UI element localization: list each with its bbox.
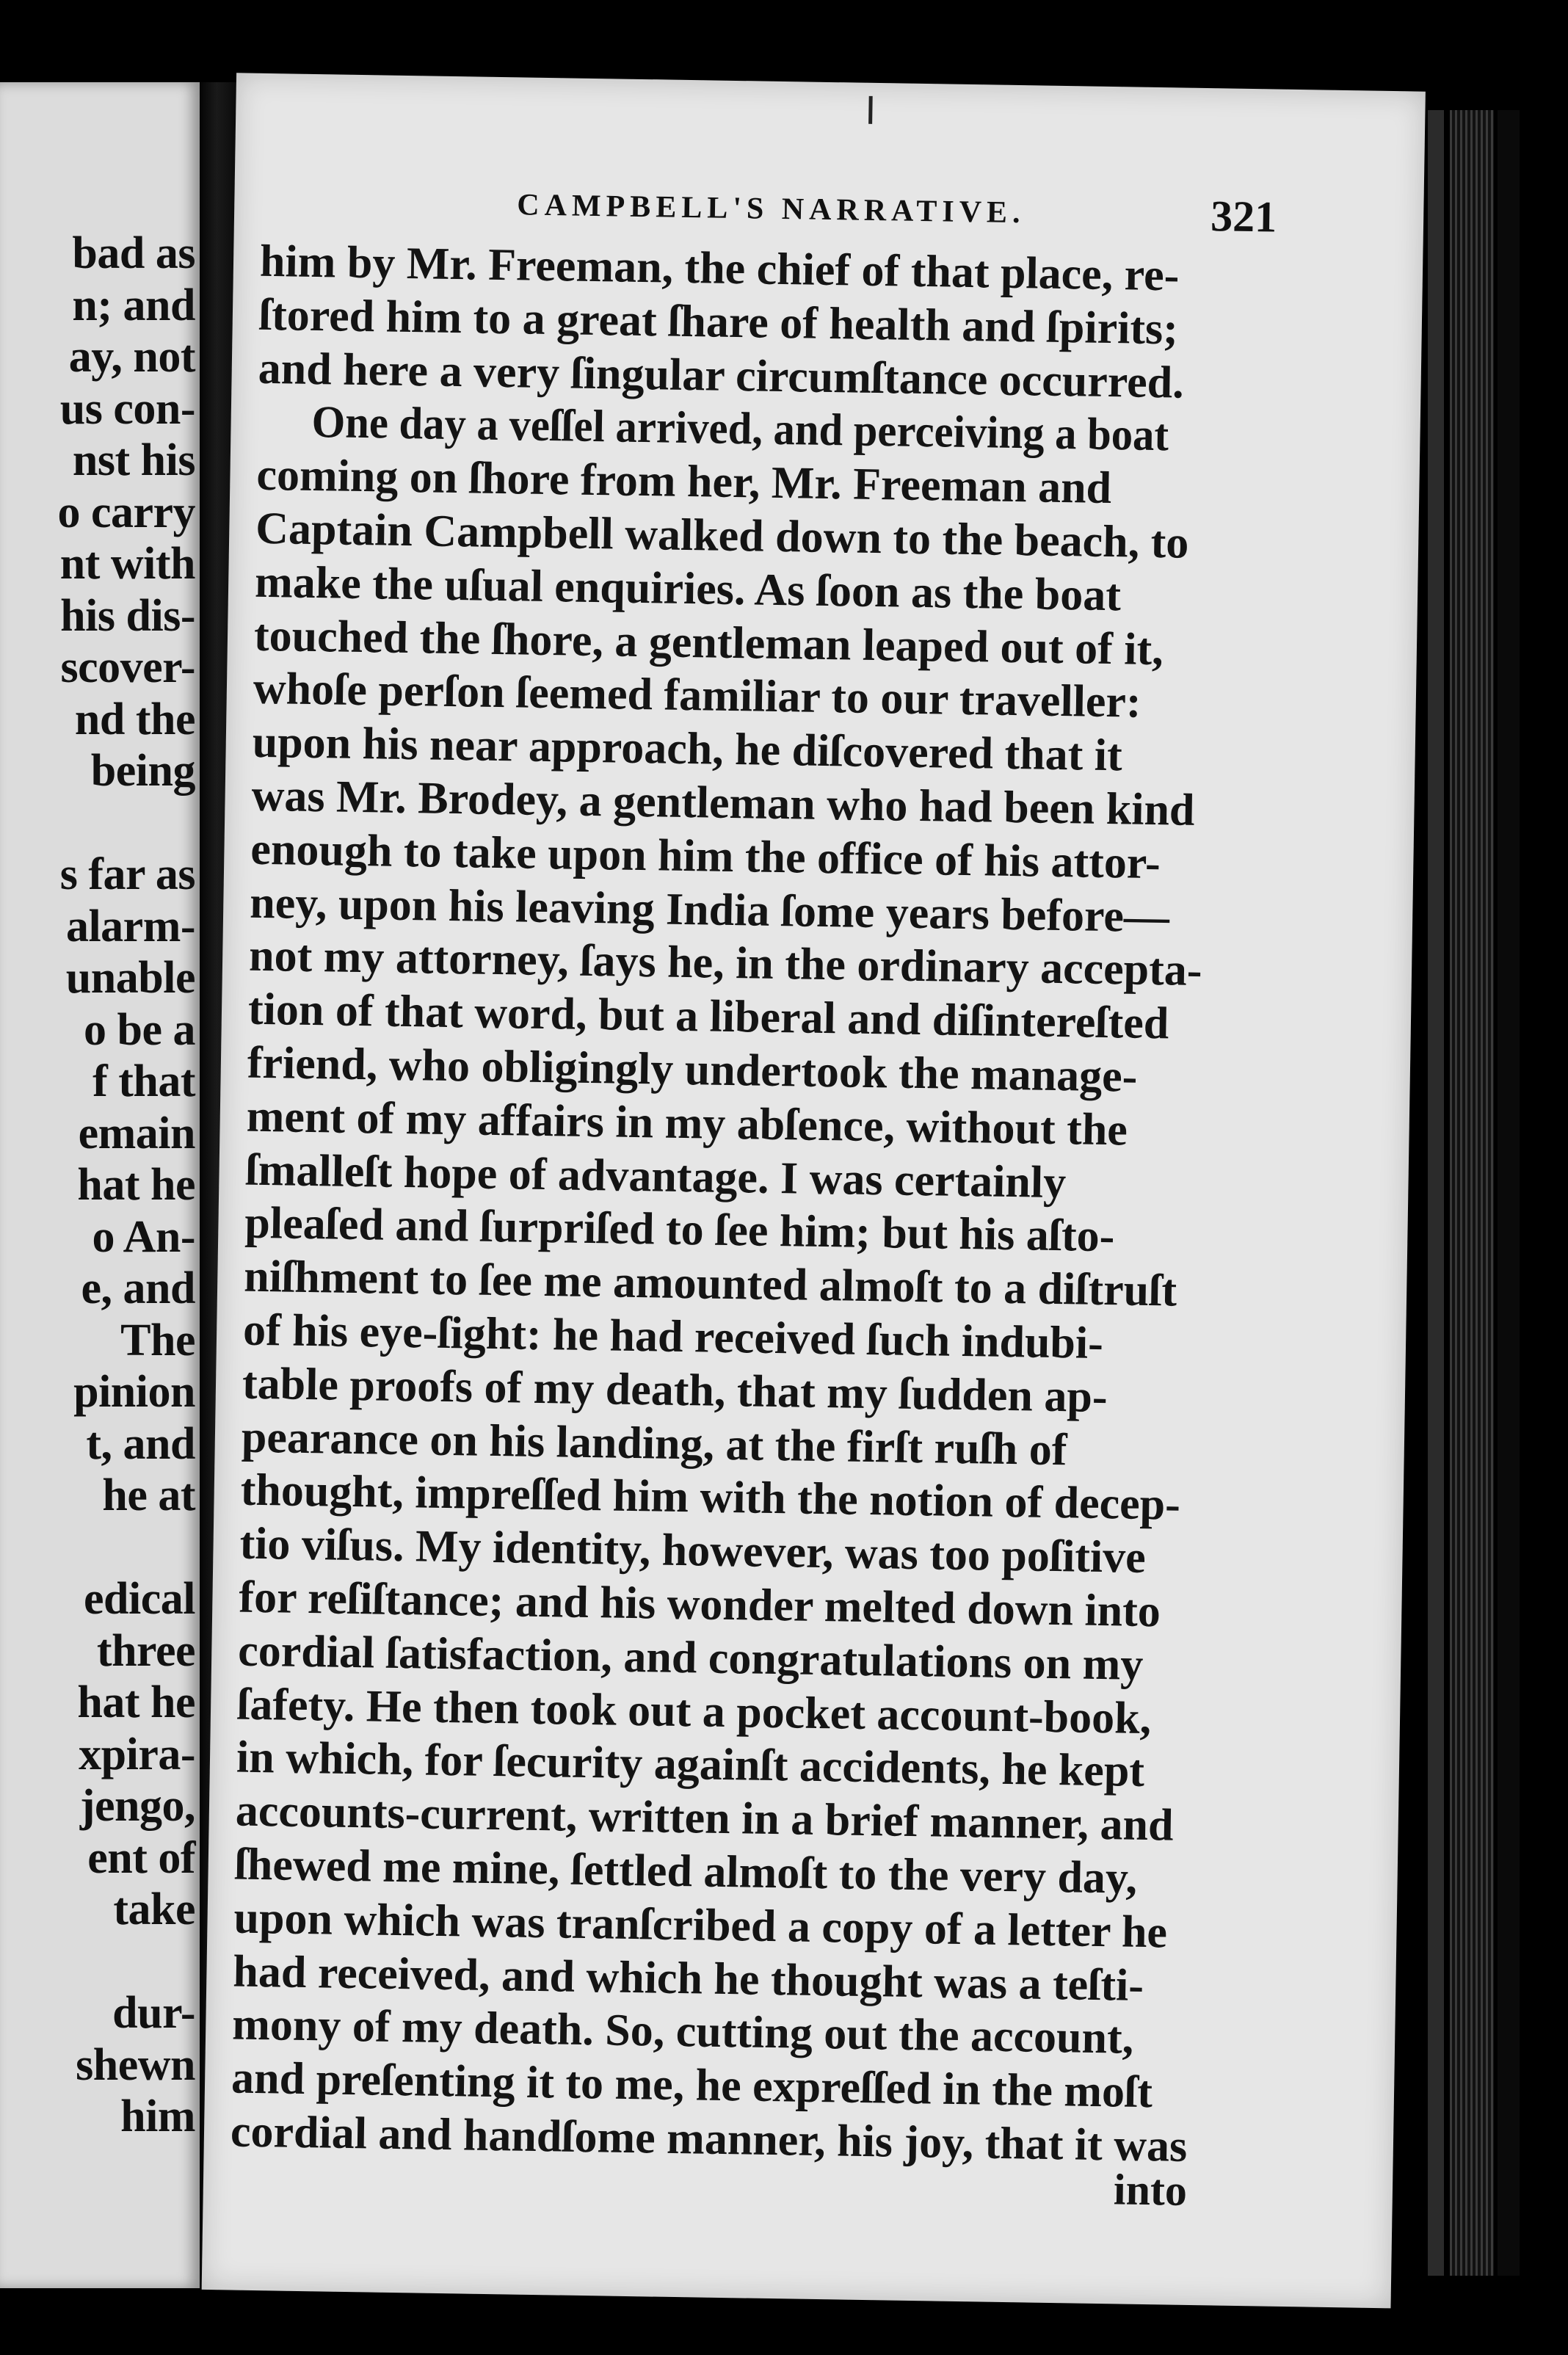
text-line: was Mr. Brodey, a gentleman who had been kind <box>251 770 1196 835</box>
text-line: ney, upon his leaving India ſome years before— <box>249 877 1170 942</box>
text-line: ſtored him to a great ſhare of health and ſpirits; <box>258 289 1179 355</box>
text-line: upon which was tranſcribed a copy of a letter he <box>233 1893 1168 1958</box>
left-page-line: alarm- <box>65 901 195 951</box>
text-line: mony of my death. So, cutting out the account, <box>231 1999 1134 2064</box>
text-line: enough to take upon him the office of his attor- <box>250 824 1161 888</box>
left-page-line: bad as <box>72 228 195 278</box>
text-line: ſhewed me mine, ſettled almoſt to the very day, <box>234 1839 1138 1904</box>
text-line: coming on ſhore from her, Mr. Freeman and <box>255 449 1112 514</box>
text-line: thought, impreſſed him with the notion of decep- <box>240 1465 1181 1531</box>
text-line: cordial and handſome manner, his joy, that it was <box>230 2106 1188 2171</box>
left-page-line: nd the <box>74 694 195 744</box>
book-cover-edge <box>1498 110 1520 2276</box>
left-page-line: emain <box>78 1108 195 1158</box>
text-line: ſmalleſt hope of advantage. I was certainly <box>245 1144 1067 1208</box>
left-page-line: jengo, <box>79 1781 195 1831</box>
left-page-line: nst his <box>72 435 195 485</box>
text-line: not my attorney, ſays he, in the ordinary accepta- <box>248 931 1203 996</box>
text-line: friend, who obligingly undertook the manage- <box>247 1037 1138 1102</box>
text-line: tion of that word, but a liberal and diſintereſted <box>247 984 1169 1049</box>
left-page-line: ent of <box>87 1832 195 1883</box>
left-page-line: o carry <box>57 487 195 537</box>
left-page-line: e, and <box>81 1263 195 1313</box>
left-page-line: f that <box>92 1056 195 1106</box>
text-line: and here a very ſingular circumſtance occurred. <box>258 343 1185 408</box>
left-page-line: xpira- <box>79 1729 195 1779</box>
left-page-line: take <box>113 1884 195 1934</box>
left-page-line: o be a <box>84 1004 195 1055</box>
page-mark <box>868 96 873 124</box>
running-header: CAMPBELL'S NARRATIVE. <box>516 188 1026 231</box>
left-page-line: hat he <box>77 1160 195 1210</box>
left-page-line: s far as <box>59 849 195 899</box>
left-page-line: o An- <box>92 1211 195 1262</box>
text-line: in which, for ſecurity againſt accidents, he kept <box>236 1732 1145 1797</box>
left-page-line: he at <box>102 1470 195 1520</box>
left-page-line: ay, not <box>68 332 195 382</box>
text-line: pleaſed and ſurpriſed to ſee him; but his aſto- <box>244 1198 1115 1262</box>
left-page-line: him <box>120 2091 195 2141</box>
left-page-line: The <box>120 1315 195 1365</box>
left-page-line: n; and <box>72 280 195 330</box>
page-number: 321 <box>1210 192 1277 242</box>
left-page-line: dur- <box>112 1988 195 2038</box>
text-line: accounts-current, written in a brief manner, and <box>235 1785 1175 1851</box>
left-page-line: hat he <box>77 1677 195 1727</box>
left-page-line: edical <box>84 1574 195 1624</box>
text-line: tio viſus. My identity, however, was too poſitive <box>239 1518 1147 1583</box>
text-line: and preſenting it to me, he expreſſed in the moſt <box>231 2053 1153 2118</box>
text-line: One day a veſſel arrived, and perceiving a boat <box>311 397 1169 461</box>
catchword: into <box>1113 2165 1188 2215</box>
text-line: him by Mr. Freeman, the chief of that place, re- <box>259 236 1180 301</box>
text-line: had received, and which he thought was a teſti- <box>232 1946 1144 2011</box>
text-line: cordial ſatisfaction, and congratulations on my <box>237 1625 1144 1690</box>
left-page-line: shewn <box>76 2039 195 2090</box>
text-line: niſhment to ſee me amounted almoſt to a diſtruſt <box>243 1251 1177 1316</box>
left-page-line: pinion <box>73 1367 195 1417</box>
text-line: ſafety. He then took out a pocket account-book, <box>236 1679 1152 1743</box>
left-page-line: scover- <box>60 642 195 692</box>
text-line: upon his near approach, he diſcovered that it <box>252 716 1123 781</box>
left-page-line: being <box>90 746 195 796</box>
text-line: table proofs of my death, that my ſudden ap- <box>242 1358 1108 1422</box>
text-line: touched the ſhore, a gentleman leaped out of it, <box>253 610 1164 675</box>
page-edge <box>1428 110 1444 2276</box>
left-page-line: us con- <box>59 383 195 434</box>
left-page-line: three <box>96 1625 195 1676</box>
left-page-line: his dis- <box>60 590 195 641</box>
left-page-line: nt with <box>59 539 195 589</box>
text-line: ment of my affairs in my abſence, without the <box>246 1091 1128 1155</box>
text-line: Captain Campbell walked down to the beach, to <box>255 503 1189 568</box>
book-page <box>202 73 1426 2308</box>
left-page-line: unable <box>65 953 195 1003</box>
text-line: for reſiſtance; and his wonder melted down into <box>238 1572 1161 1637</box>
left-page-line: t, and <box>86 1418 195 1469</box>
text-line: of his eye-ſight: he had received ſuch indubi- <box>242 1304 1104 1369</box>
page-stack-edges <box>1450 110 1494 2276</box>
text-line: make the uſual enquiries. As ſoon as the boat <box>254 556 1122 621</box>
text-line: whoſe perſon ſeemed familiar to our traveller: <box>253 664 1142 728</box>
facing-page-fragment <box>0 82 200 2288</box>
text-line: pearance on his landing, at the firſt ruſh of <box>241 1412 1067 1475</box>
